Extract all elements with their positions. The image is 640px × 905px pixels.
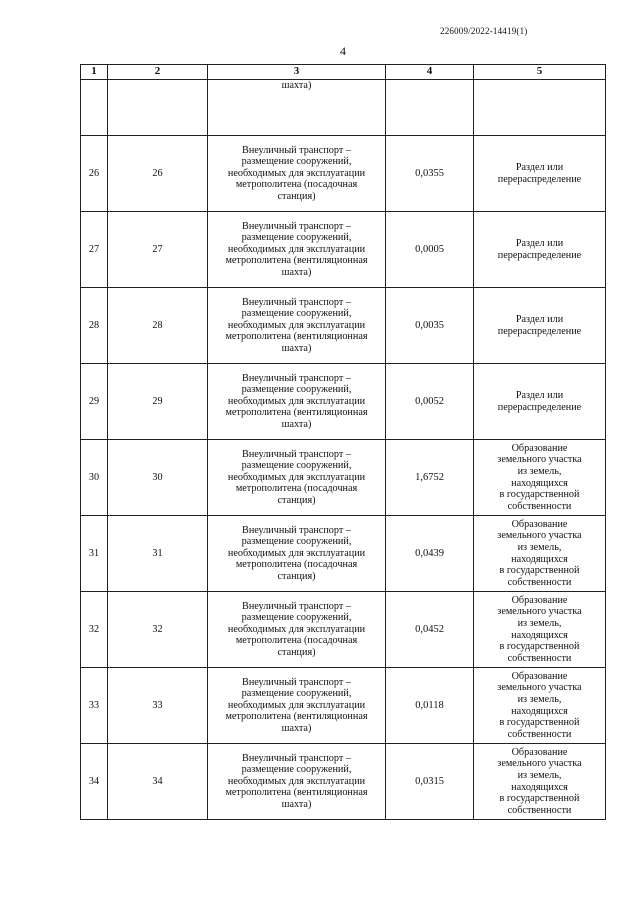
cell-plot-number: 33 — [108, 668, 208, 744]
table-row — [81, 516, 606, 592]
cell-number: 30 — [81, 440, 108, 516]
table-row — [81, 288, 606, 364]
table-row — [81, 136, 606, 212]
column-header-1: 1 — [81, 65, 108, 80]
cell-area: 0,0439 — [386, 516, 474, 592]
cell-number: 31 — [81, 516, 108, 592]
cell-formation-method: Раздел или перераспределение — [474, 288, 606, 364]
document-id: 226009/2022-14419(1) — [440, 26, 528, 36]
cell-area: 0,0452 — [386, 592, 474, 668]
cell-number: 26 — [81, 136, 108, 212]
cell-land-use: Внеуличный транспорт – размещение сооружений, необходимых для эксплуатации метрополитена (посадочная станция) — [208, 136, 386, 212]
table-row — [81, 592, 606, 668]
cell-plot-number: 29 — [108, 364, 208, 440]
column-header-5: 5 — [474, 65, 606, 80]
cell-formation-method: Раздел или перераспределение — [474, 212, 606, 288]
cell-plot-number: 32 — [108, 592, 208, 668]
column-header-4: 4 — [386, 65, 474, 80]
table-header-row — [81, 65, 606, 80]
cell-col2 — [108, 80, 208, 136]
cell-formation-method: Раздел или перераспределение — [474, 364, 606, 440]
cell-formation-method: Образование земельного участка из земель, находящихся в государственной собственности — [474, 668, 606, 744]
cell-formation-method: Раздел или перераспределение — [474, 136, 606, 212]
cell-number: 28 — [81, 288, 108, 364]
column-header-3: 3 — [208, 65, 386, 80]
cell-land-use: Внеуличный транспорт – размещение сооружений, необходимых для эксплуатации метрополитена (вентиляционная шахта) — [208, 364, 386, 440]
table-row — [81, 440, 606, 516]
cell-land-use: Внеуличный транспорт – размещение сооружений, необходимых для эксплуатации метрополитена (вентиляционная шахта) — [208, 668, 386, 744]
cell-land-use: Внеуличный транспорт – размещение сооружений, необходимых для эксплуатации метрополитена (вентиляционная шахта) — [208, 288, 386, 364]
cell-number: 34 — [81, 744, 108, 820]
table-row — [81, 668, 606, 744]
cell-formation-method: Образование земельного участка из земель, находящихся в государственной собственности — [474, 592, 606, 668]
cell-number: 33 — [81, 668, 108, 744]
page-number: 4 — [340, 44, 346, 58]
table-row — [81, 744, 606, 820]
cell-col5 — [474, 80, 606, 136]
cell-land-use: Внеуличный транспорт – размещение сооружений, необходимых для эксплуатации метрополитена (вентиляционная шахта) — [208, 212, 386, 288]
cell-area: 1,6752 — [386, 440, 474, 516]
cell-plot-number: 31 — [108, 516, 208, 592]
cell-plot-number: 27 — [108, 212, 208, 288]
cell-area: 0,0005 — [386, 212, 474, 288]
cell-area: 0,0355 — [386, 136, 474, 212]
table-row-continued — [81, 80, 606, 136]
cell-land-use: Внеуличный транспорт – размещение сооружений, необходимых для эксплуатации метрополитена (посадочная станция) — [208, 516, 386, 592]
cell-plot-number: 28 — [108, 288, 208, 364]
cell-land-use: Внеуличный транспорт – размещение сооружений, необходимых для эксплуатации метрополитена (посадочная станция) — [208, 592, 386, 668]
cell-col1 — [81, 80, 108, 136]
table-row — [81, 212, 606, 288]
cell-land-use: Внеуличный транспорт – размещение сооружений, необходимых для эксплуатации метрополитена (посадочная станция) — [208, 440, 386, 516]
cell-formation-method: Образование земельного участка из земель, находящихся в государственной собственности — [474, 516, 606, 592]
cell-col3: шахта) — [208, 80, 386, 136]
cell-plot-number: 26 — [108, 136, 208, 212]
cell-area: 0,0052 — [386, 364, 474, 440]
cell-formation-method: Образование земельного участка из земель, находящихся в государственной собственности — [474, 440, 606, 516]
column-header-2: 2 — [108, 65, 208, 80]
cell-area: 0,0118 — [386, 668, 474, 744]
cell-formation-method: Образование земельного участка из земель, находящихся в государственной собственности — [474, 744, 606, 820]
cell-land-use: Внеуличный транспорт – размещение сооружений, необходимых для эксплуатации метрополитена (вентиляционная шахта) — [208, 744, 386, 820]
cell-number: 29 — [81, 364, 108, 440]
cell-number: 27 — [81, 212, 108, 288]
cell-plot-number: 30 — [108, 440, 208, 516]
land-plots-table — [80, 64, 606, 820]
cell-col4 — [386, 80, 474, 136]
table-row — [81, 364, 606, 440]
cell-area: 0,0035 — [386, 288, 474, 364]
cell-number: 32 — [81, 592, 108, 668]
cell-plot-number: 34 — [108, 744, 208, 820]
cell-area: 0,0315 — [386, 744, 474, 820]
